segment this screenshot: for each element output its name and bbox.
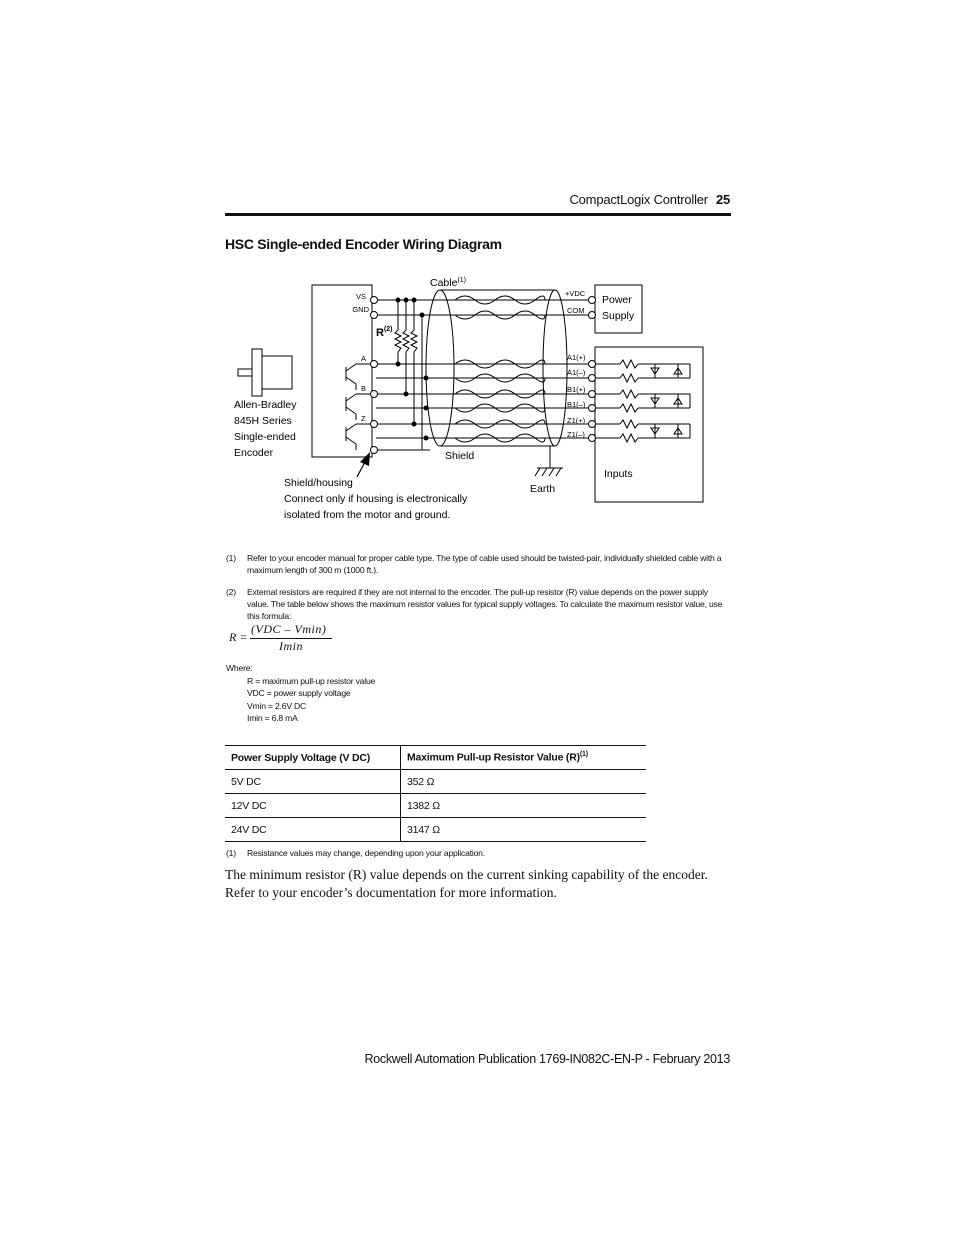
resistor-value-table bbox=[225, 745, 646, 842]
table-row bbox=[225, 818, 646, 842]
terminal-com: COM bbox=[567, 306, 585, 315]
pin-label-b: B bbox=[361, 384, 367, 393]
footnote-2: (2) External resistors are required if they are not internal to the encoder. The pull-up resistor (R) value depends on the power supply value. The table below shows the maximum resistor values for typical supply voltages. To calculate the maximum resistor value, use this formula: bbox=[226, 587, 723, 621]
pin-label-gnd: GND bbox=[352, 305, 369, 314]
input-channel-b bbox=[594, 390, 690, 412]
terminal-b1-plus: B1(+) bbox=[567, 385, 586, 394]
table-row bbox=[225, 794, 646, 818]
table-row bbox=[225, 770, 646, 794]
pin-label-a: A bbox=[361, 354, 367, 363]
cable-shield-right bbox=[543, 290, 567, 446]
where-item: Imin = 6.8 mA bbox=[247, 713, 298, 723]
terminal-vdc: +VDC bbox=[565, 289, 586, 298]
body-paragraph: The minimum resistor (R) value depends on the current sinking capability of the encoder. Refer to your encoder’s documentation for more information. bbox=[225, 867, 708, 900]
power-supply-label-1: Power bbox=[602, 294, 632, 306]
terminal-b1-minus: B1(–) bbox=[567, 400, 586, 409]
table-footnote: (1) Resistance values may change, depending upon your application. bbox=[226, 848, 485, 858]
column-header-resistor: Maximum Pull-up Resistor Value $(R)^{(1)}$ bbox=[401, 746, 647, 770]
input-channel-z bbox=[594, 420, 690, 442]
resistor-label: $R^{(2)}$ bbox=[376, 326, 393, 339]
twisted-pairs bbox=[455, 296, 545, 442]
encoder-shaft bbox=[238, 369, 252, 376]
section-title: HSC Single-ended Encoder Wiring Diagram bbox=[225, 236, 502, 252]
shield-housing-note-2: isolated from the motor and ground. bbox=[284, 509, 451, 521]
pin-label-vs: VS bbox=[355, 292, 366, 301]
header-section: CompactLogix Controller bbox=[569, 192, 708, 207]
terminal-a1-minus: A1(–) bbox=[567, 368, 586, 377]
transistor-z bbox=[346, 424, 372, 450]
shield-housing-label: Shield/housing bbox=[284, 477, 353, 489]
encoder-label-2: 845H Series bbox=[234, 415, 292, 427]
cable-shield-left bbox=[426, 290, 454, 446]
where-label: Where: bbox=[226, 663, 253, 673]
where-item: R = maximum pull-up resistor value bbox=[247, 675, 376, 686]
input-channel-a bbox=[594, 360, 690, 382]
table-cell: 24V DC bbox=[225, 818, 401, 842]
shield-label: Shield bbox=[445, 450, 475, 462]
formula-numerator: (VDC – Vmin) bbox=[251, 622, 327, 636]
formula-where bbox=[226, 662, 375, 725]
wiring-diagram bbox=[0, 0, 954, 540]
page-footer: Rockwell Automation Publication 1769-IN082C-EN-P - February 2013 bbox=[364, 1052, 730, 1066]
power-supply-box bbox=[595, 285, 642, 333]
earth-label: Earth bbox=[530, 483, 556, 495]
page-number: 25 bbox=[715, 192, 730, 207]
table-cell: 1382 Ω bbox=[401, 794, 647, 818]
transistor-a bbox=[346, 364, 372, 390]
power-supply-label-2: Supply bbox=[602, 310, 635, 322]
formula-denominator: Imin bbox=[279, 639, 303, 653]
pin-label-z: Z bbox=[361, 414, 366, 423]
shield-arrow bbox=[357, 452, 370, 477]
shield-housing-note-1: Connect only if housing is electronically bbox=[284, 493, 468, 505]
encoder-body bbox=[262, 356, 292, 389]
table-cell: 352 Ω bbox=[401, 770, 647, 794]
table-cell: 3147 Ω bbox=[401, 818, 647, 842]
encoder-label-4: Encoder bbox=[234, 447, 274, 459]
formula-lhs: R = bbox=[229, 630, 248, 644]
inputs-label: Inputs bbox=[604, 468, 633, 480]
terminal-a1-plus: A1(+) bbox=[567, 353, 586, 362]
terminal-z1-minus: Z1(–) bbox=[567, 430, 585, 439]
column-header-voltage: Power Supply Voltage (V DC) bbox=[225, 746, 401, 770]
encoder-label-1: Allen-Bradley bbox=[234, 399, 297, 411]
table-cell: 5V DC bbox=[225, 770, 401, 794]
cable-label: Cable$^{(1)}$ bbox=[430, 277, 466, 289]
encoder-flange bbox=[252, 349, 262, 396]
terminal-z1-plus: Z1(+) bbox=[567, 416, 586, 425]
table-cell: 12V DC bbox=[225, 794, 401, 818]
encoder-label-3: Single-ended bbox=[234, 431, 296, 443]
footnote-1: (1) Refer to your encoder manual for proper cable type. The type of cable used should be twisted-pair, individually shielded cable with a maximum length of 300 m (1000 ft.). bbox=[226, 553, 722, 575]
table-header-row bbox=[225, 746, 646, 770]
where-item: Vmin = 2.6V DC bbox=[247, 700, 307, 711]
transistor-b bbox=[346, 394, 372, 420]
where-item: VDC = power supply voltage bbox=[247, 688, 351, 698]
